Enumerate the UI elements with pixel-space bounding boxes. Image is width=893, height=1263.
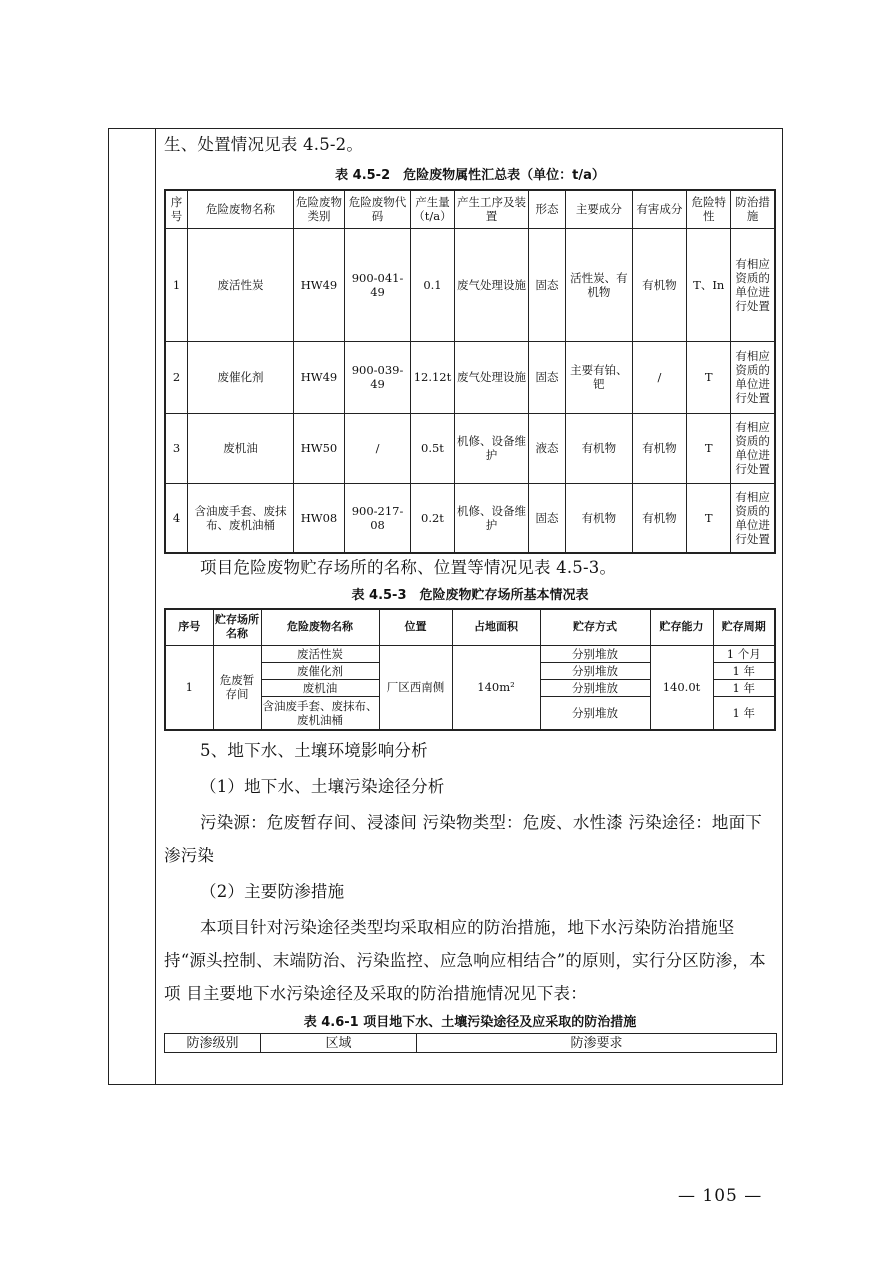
table1-header-row	[165, 190, 775, 228]
table-cell: 有相应资质的单位进行处置	[731, 483, 775, 553]
intro-line: 生、处置情况见表 4.5-2。	[164, 135, 364, 154]
t2-header: 贮存周期	[713, 609, 775, 645]
table-cell: 有相应资质的单位进行处置	[731, 228, 775, 341]
t2-header: 贮存方式	[540, 609, 650, 645]
table-cell: 4	[165, 483, 188, 553]
table-cell: 机修、设备维护	[455, 483, 529, 553]
table-cell: 2	[165, 341, 188, 413]
table-cell: T	[687, 341, 731, 413]
table-cell: 1 个月	[713, 645, 775, 662]
t1-header: 危险废物代码	[345, 190, 411, 228]
table-row	[165, 645, 775, 662]
table-cell: 活性炭、有机物	[565, 228, 632, 341]
table-cell: 分别堆放	[540, 662, 650, 679]
table-cell: 12.12t	[410, 341, 454, 413]
table-row	[165, 483, 775, 553]
table-cell: 0.2t	[410, 483, 454, 553]
t2-header: 序号	[165, 609, 213, 645]
table-cell: 3	[165, 413, 188, 483]
table-cell: T	[687, 413, 731, 483]
t1-header: 防治措施	[731, 190, 775, 228]
table-cell: 有机物	[565, 413, 632, 483]
table-cell: 1	[165, 228, 188, 341]
t1-header: 危险特性	[687, 190, 731, 228]
storage-site-table	[164, 608, 776, 731]
table-row	[165, 228, 775, 341]
table-cell: 废催化剂	[261, 662, 379, 679]
sub2-title: （2）主要防渗措施	[200, 882, 345, 901]
t3-header: 防渗要求	[417, 1034, 777, 1053]
table-cell: 1 年	[713, 679, 775, 696]
table-cell: 废活性炭	[261, 645, 379, 662]
table-cell: 140.0t	[650, 645, 713, 730]
table-cell: 废活性炭	[188, 228, 294, 341]
hazardous-waste-table	[164, 189, 776, 554]
table-cell: /	[345, 413, 411, 483]
table-cell: 900-217-08	[345, 483, 411, 553]
table-cell: 固态	[529, 228, 566, 341]
table1-caption: 表 4.5-2 危险废物属性汇总表（单位：t/a）	[335, 168, 605, 183]
table-cell: 含油废手套、废抹布、废机油桶	[261, 696, 379, 730]
t2-header: 贮存场所名称	[213, 609, 261, 645]
t2-header: 危险废物名称	[261, 609, 379, 645]
table-cell: /	[632, 341, 686, 413]
t3-header: 区域	[261, 1034, 417, 1053]
table-cell: 废机油	[261, 679, 379, 696]
table-cell: HW49	[293, 228, 344, 341]
t1-header: 危险废物名称	[188, 190, 294, 228]
table-cell: 900-041-49	[345, 228, 411, 341]
table-cell: 液态	[529, 413, 566, 483]
table-cell: 废催化剂	[188, 341, 294, 413]
table-cell: 有机物	[632, 413, 686, 483]
table-cell: 固态	[529, 483, 566, 553]
table-cell: 主要有铂、钯	[565, 341, 632, 413]
table-cell: 1	[165, 645, 213, 730]
table-cell: 含油废手套、废抹布、废机油桶	[188, 483, 294, 553]
table-cell: 分别堆放	[540, 696, 650, 730]
table-cell: 140m²	[452, 645, 540, 730]
section5-title: 5、地下水、土壤环境影响分析	[200, 741, 428, 760]
table-cell: HW08	[293, 483, 344, 553]
table-cell: 厂区西南侧	[379, 645, 452, 730]
t1-header: 产生量（t/a）	[410, 190, 454, 228]
page-number: — 105 —	[678, 1186, 763, 1206]
document-content	[164, 128, 776, 1053]
table2-header-row	[165, 609, 775, 645]
table-cell: 有相应资质的单位进行处置	[731, 341, 775, 413]
pollution-paragraph: 污染源：危废暂存间、浸漆间 污染物类型：危废、水性漆 污染途径：地面下渗污染	[164, 813, 762, 865]
table-cell: 分别堆放	[540, 645, 650, 662]
table-cell: 1 年	[713, 696, 775, 730]
table-cell: 分别堆放	[540, 679, 650, 696]
table-cell: T	[687, 483, 731, 553]
storage-paragraph: 项目危险废物贮存场所的名称、位置等情况见表 4.5-3。	[200, 558, 617, 577]
table-cell: HW49	[293, 341, 344, 413]
table-cell: 1 年	[713, 662, 775, 679]
t2-header: 贮存能力	[650, 609, 713, 645]
t1-header: 形态	[529, 190, 566, 228]
table2-caption: 表 4.5-3 危险废物贮存场所基本情况表	[351, 588, 589, 603]
t1-header: 有害成分	[632, 190, 686, 228]
t1-header: 产生工序及装置	[455, 190, 529, 228]
table-cell: 固态	[529, 341, 566, 413]
frame-divider	[155, 128, 156, 1085]
table3-header-row	[165, 1034, 777, 1053]
t1-header: 主要成分	[565, 190, 632, 228]
table-cell: 有机物	[632, 228, 686, 341]
table-row	[165, 413, 775, 483]
t2-header: 位置	[379, 609, 452, 645]
table-cell: 900-039-49	[345, 341, 411, 413]
t2-header: 占地面积	[452, 609, 540, 645]
table-cell: 有相应资质的单位进行处置	[731, 413, 775, 483]
table-cell: 0.1	[410, 228, 454, 341]
table3-caption: 表 4.6-1 项目地下水、土壤污染途径及应采取的防治措施	[303, 1015, 637, 1030]
t1-header: 危险废物类别	[293, 190, 344, 228]
t1-header: 序号	[165, 190, 188, 228]
table-cell: HW50	[293, 413, 344, 483]
table-cell: 危废暂存间	[213, 645, 261, 730]
table-cell: T、In	[687, 228, 731, 341]
table-row	[165, 341, 775, 413]
table-cell: 废气处理设施	[455, 341, 529, 413]
sub1-title: （1）地下水、土壤污染途径分析	[200, 777, 445, 796]
seepage-measures-table	[164, 1033, 777, 1053]
table-cell: 机修、设备维护	[455, 413, 529, 483]
measures-paragraph: 本项目针对污染途径类型均采取相应的防治措施，地下水污染防治措施坚持“源头控制、末端防治、污染监控、应急响应相结合”的原则，实行分区防渗，本项 目主要地下水污染途径及采取的防治措施情况见下表：	[164, 918, 766, 1003]
table-cell: 废机油	[188, 413, 294, 483]
table-cell: 废气处理设施	[455, 228, 529, 341]
table-cell: 有机物	[565, 483, 632, 553]
table-cell: 有机物	[632, 483, 686, 553]
t3-header: 防渗级别	[165, 1034, 261, 1053]
table-cell: 0.5t	[410, 413, 454, 483]
